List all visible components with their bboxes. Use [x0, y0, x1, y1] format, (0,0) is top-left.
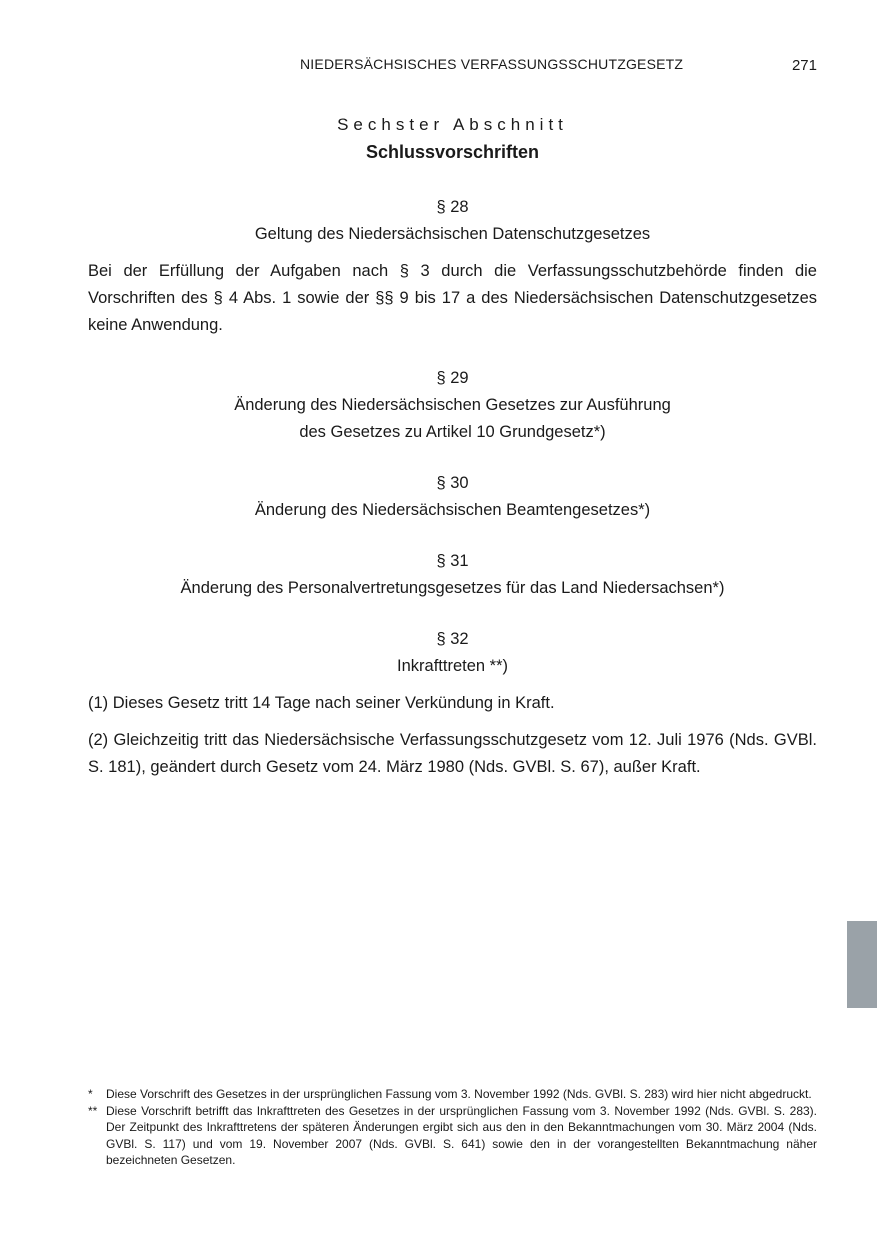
section-31 [88, 548, 817, 602]
section-30 [88, 470, 817, 524]
section-number: § 30 [436, 474, 469, 492]
footnotes [88, 1086, 817, 1169]
section-title-line-1: Änderung des Niedersächsischen Gesetzes zur Ausführung [234, 396, 671, 414]
section-number: § 29 [436, 369, 469, 387]
footnote-text: Diese Vorschrift betrifft das Inkrafttreten des Gesetzes in der ursprünglichen Fassung vom 3. November 1992 (Nds. GVBl. S. 283). Der Zeitpunkt des Inkrafttretens der späteren Änderungen ergibt sich aus den in den Bekanntmachungen vom 30. März 2004 (Nds. GVBl. S. 117) und vom 19. November 2007 (Nds. GVBl. S. 641) sowie den in der vorangestellten Bekanntmachung näher bezeichneten Gesetzen. [106, 1103, 817, 1167]
section-paragraph: Bei der Erfüllung der Aufgaben nach § 3 durch die Verfassungsschutzbehörde finden die Vorschriften des § 4 Abs. 1 sowie der §§ 9 bis 17 a des Niedersächsischen Datenschutzgesetzes keine Anwendung. [88, 262, 817, 334]
section-title: Inkrafttreten **) [397, 657, 508, 675]
section-paragraph-2: (2) Gleichzeitig tritt das Niedersächsische Verfassungsschutzgesetz vom 12. Juli 1976 (Nds. GVBl. S. 181), geändert durch Gesetz vom 24. März 1980 (Nds. GVBl. S. 67), außer Kraft. [88, 731, 817, 776]
section-paragraph-1: (1) Dieses Gesetz tritt 14 Tage nach seiner Verkündung in Kraft. [88, 694, 555, 712]
running-title: NIEDERSÄCHSISCHES VERFASSUNGSSCHUTZGESETZ [300, 56, 684, 72]
section-title: Geltung des Niedersächsischen Datenschutzgesetzes [254, 225, 651, 243]
footnote-mark: * [88, 1087, 93, 1101]
section-number: § 31 [436, 552, 469, 570]
footnote [88, 1086, 817, 1103]
part-label: Sechster Abschnitt [337, 115, 568, 134]
section-number: § 32 [436, 630, 469, 648]
thumb-index-tab [847, 921, 877, 1008]
section-title: Änderung des Niedersächsischen Beamtengesetzes*) [254, 501, 651, 519]
section-number: § 28 [436, 198, 469, 216]
page-content [88, 110, 817, 781]
section-title: Änderung des Personalvertretungsgesetzes für das Land Niedersachsen*) [180, 579, 725, 597]
footnote [88, 1103, 817, 1169]
section-32 [88, 626, 817, 781]
section-29 [88, 365, 817, 446]
footnote-text: Diese Vorschrift des Gesetzes in der ursprünglichen Fassung vom 3. November 1992 (Nds. GVBl. S. 283) wird hier nicht abgedruckt. [106, 1087, 812, 1101]
section-28 [88, 194, 817, 339]
page-number: 271 [791, 57, 817, 74]
part-title: Schlussvorschriften [365, 142, 540, 162]
section-title-line-2: des Gesetzes zu Artikel 10 Grundgesetz*) [299, 423, 606, 441]
footnote-mark: ** [88, 1103, 98, 1118]
